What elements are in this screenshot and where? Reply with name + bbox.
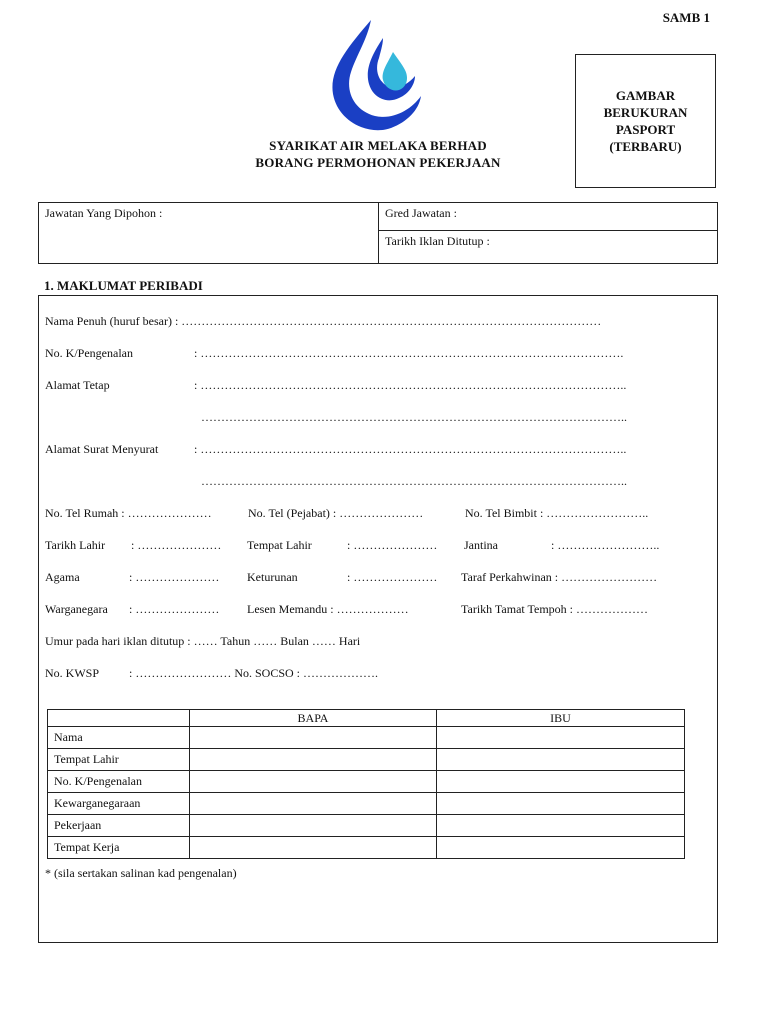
- mother-cell[interactable]: [437, 837, 685, 859]
- parents-info-table: [47, 709, 685, 859]
- form-title: BORANG PERMOHONAN PEKERJAAN: [255, 155, 501, 170]
- mother-cell[interactable]: [437, 727, 685, 749]
- religion-label: Agama: [45, 570, 80, 584]
- mailing-address-field-line2[interactable]: ……………………………………………………………………………………………..: [201, 474, 627, 488]
- mailing-address-label: Alamat Surat Menyurat: [45, 442, 159, 456]
- table-row: [48, 793, 685, 815]
- birth-date-field[interactable]: : …………………: [131, 538, 222, 552]
- personal-info-box: [38, 295, 718, 943]
- driving-license-field[interactable]: Lesen Memandu : ………………: [247, 602, 409, 616]
- photo-box-line: PASPORT: [615, 122, 676, 137]
- birth-date-label: Tarikh Lahir: [45, 538, 106, 552]
- ic-number-field[interactable]: : …………………………………………………………………………………………….: [194, 346, 624, 360]
- photo-box-line: GAMBAR: [615, 88, 676, 103]
- company-name: SYARIKAT AIR MELAKA BERHAD: [269, 138, 487, 153]
- row-label: Pekerjaan: [48, 815, 190, 837]
- ad-closing-date-field[interactable]: Tarikh Iklan Ditutup :: [385, 234, 490, 248]
- race-field[interactable]: : …………………: [347, 570, 438, 584]
- mobile-phone-field[interactable]: No. Tel Bimbit : ……………………..: [465, 506, 649, 520]
- ic-number-label: No. K/Pengenalan: [45, 346, 133, 360]
- row-label: Kewarganegaraan: [48, 793, 190, 815]
- birth-place-label: Tempat Lahir: [247, 538, 312, 552]
- full-name-field[interactable]: Nama Penuh (huruf besar) : ……………………………………………………………………………………………: [45, 314, 602, 328]
- father-cell[interactable]: [190, 793, 437, 815]
- citizenship-label: Warganegara: [45, 602, 108, 616]
- mailing-address-field[interactable]: : ……………………………………………………………………………………………..: [194, 442, 627, 456]
- mother-cell[interactable]: [437, 749, 685, 771]
- table-header-father: BAPA: [190, 710, 437, 727]
- photo-box-line: BERUKURAN: [603, 105, 688, 120]
- photo-box-line: (TERBARU): [609, 139, 682, 154]
- row-label: Nama: [48, 727, 190, 749]
- row-label: Tempat Lahir: [48, 749, 190, 771]
- father-cell[interactable]: [190, 727, 437, 749]
- license-expiry-field[interactable]: Tarikh Tamat Tempoh : ………………: [461, 602, 649, 616]
- permanent-address-field[interactable]: : ……………………………………………………………………………………………..: [194, 378, 627, 392]
- table-header-cell: [48, 710, 190, 727]
- mother-cell[interactable]: [437, 771, 685, 793]
- citizenship-field[interactable]: : …………………: [129, 602, 220, 616]
- row-label: No. K/Pengenalan: [48, 771, 190, 793]
- father-cell[interactable]: [190, 815, 437, 837]
- home-phone-field[interactable]: No. Tel Rumah : …………………: [45, 506, 212, 520]
- table-row: [48, 727, 685, 749]
- birth-place-field[interactable]: : …………………: [347, 538, 438, 552]
- table-row: [48, 749, 685, 771]
- father-cell[interactable]: [190, 771, 437, 793]
- table-row: [48, 771, 685, 793]
- permanent-address-field-line2[interactable]: ……………………………………………………………………………………………..: [201, 410, 627, 424]
- section-title-personal-info: 1. MAKLUMAT PERIBADI: [44, 278, 203, 293]
- position-applied-field[interactable]: Jawatan Yang Dipohon :: [45, 206, 163, 220]
- father-cell[interactable]: [190, 837, 437, 859]
- job-grade-field[interactable]: Gred Jawatan :: [385, 206, 457, 220]
- table-row: [48, 837, 685, 859]
- water-drop-logo-icon: [327, 18, 423, 136]
- mother-cell[interactable]: [437, 815, 685, 837]
- permanent-address-label: Alamat Tetap: [45, 378, 110, 392]
- ic-copy-footnote: * (sila sertakan salinan kad pengenalan): [45, 866, 237, 880]
- job-info-box: [38, 202, 718, 264]
- gender-label: Jantina: [464, 538, 498, 552]
- religion-field[interactable]: : …………………: [129, 570, 220, 584]
- passport-photo-box: [575, 54, 716, 188]
- father-cell[interactable]: [190, 749, 437, 771]
- office-phone-field[interactable]: No. Tel (Pejabat) : …………………: [248, 506, 424, 520]
- table-header-mother: IBU: [437, 710, 685, 727]
- gender-field[interactable]: : ……………………..: [551, 538, 660, 552]
- form-reference-code: SAMB 1: [662, 10, 710, 25]
- kwsp-socso-field[interactable]: : …………………… No. SOCSO : ……………….: [129, 666, 379, 680]
- table-row: [48, 815, 685, 837]
- kwsp-label: No. KWSP: [45, 666, 100, 680]
- marital-status-field[interactable]: Taraf Perkahwinan : ……………………: [461, 570, 658, 584]
- mother-cell[interactable]: [437, 793, 685, 815]
- race-label: Keturunan: [247, 570, 298, 584]
- table-header-row: [48, 710, 685, 727]
- row-label: Tempat Kerja: [48, 837, 190, 859]
- age-field[interactable]: Umur pada hari iklan ditutup : …… Tahun …… Bulan …… Hari: [45, 634, 361, 648]
